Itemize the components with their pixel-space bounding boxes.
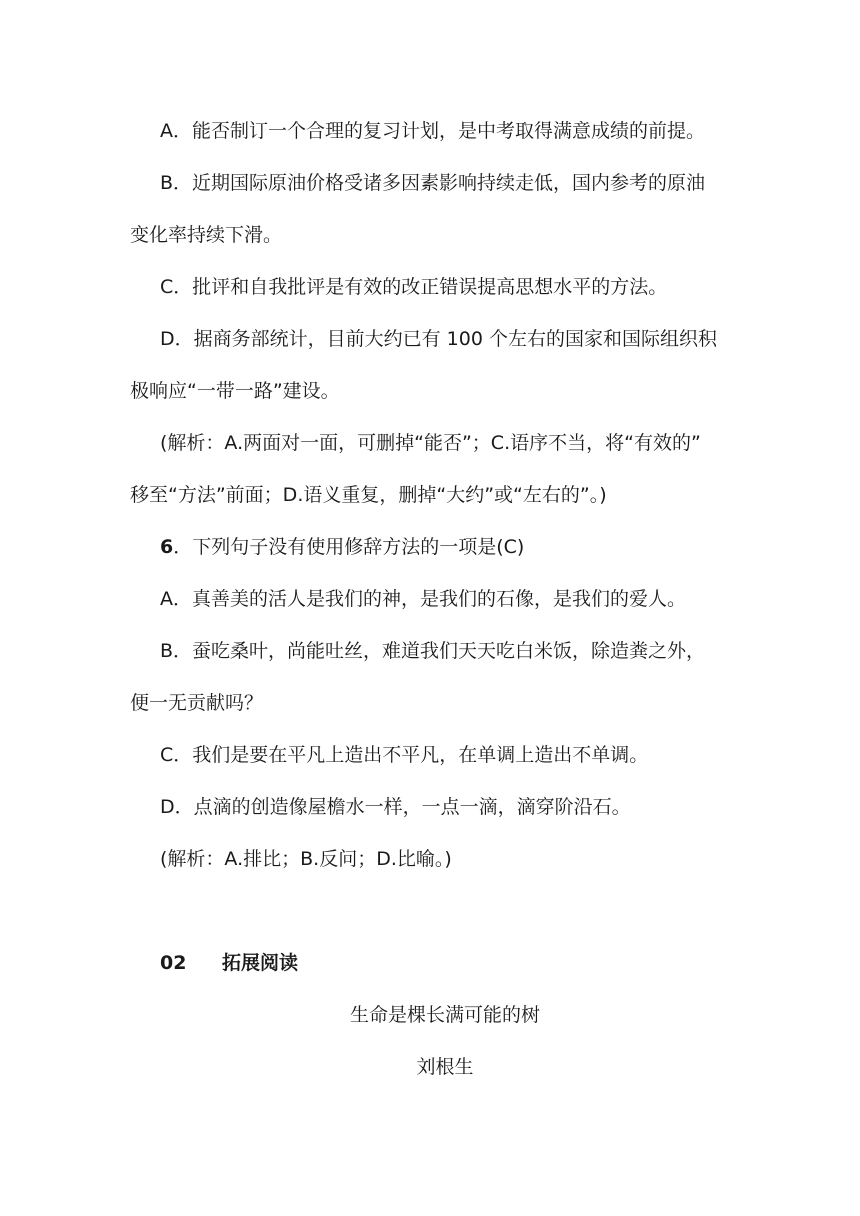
question-6-number: 6: [160, 536, 174, 558]
q6-option-c: C．我们是要在平凡上造出不平凡，在单调上造出不单调。: [160, 744, 649, 766]
section-number: 02: [160, 952, 187, 974]
article-title: 生命是棵长满可能的树: [349, 1004, 540, 1026]
q6-option-a: A．真善美的活人是我们的神，是我们的石像，是我们的爱人。: [160, 588, 686, 610]
analysis-5-line: (解析：A.两面对一面，可删掉“能否”；C.语序不当，将“有效的”: [160, 432, 701, 454]
option-d-line: D．据商务部统计，目前大约已有 100 个左右的国家和国际组织积: [160, 328, 717, 350]
q6-option-d: D．点滴的创造像屋檐水一样，一点一滴，滴穿阶沿石。: [160, 796, 631, 818]
option-b-continuation: 变化率持续下滑。: [130, 224, 283, 246]
analysis-5-continuation: 移至“方法”前面；D.语义重复，删掉“大约”或“左右的”。): [130, 484, 607, 506]
question-6: [160, 534, 740, 560]
q6-option-b: B．蚕吃桑叶，尚能吐丝，难道我们天天吃白米饭，除造粪之外，: [160, 640, 706, 662]
option-a-line: A．能否制订一个合理的复习计划，是中考取得满意成绩的前提。: [160, 120, 705, 142]
option-b-line: B．近期国际原油价格受诸多因素影响持续走低，国内参考的原油: [160, 172, 706, 194]
article-author: 刘根生: [416, 1056, 474, 1078]
question-6-text: ．下列句子没有使用修辞方法的一项是(C): [173, 536, 525, 558]
section-title: 拓展阅读: [222, 952, 299, 974]
q6-option-b-continuation: 便一无贡献吗？: [130, 692, 264, 714]
analysis-6-line: (解析：A.排比；B.反问；D.比喻。): [160, 848, 452, 870]
option-d-continuation: 极响应“一带一路”建设。: [130, 380, 340, 402]
option-c-line: C．批评和自我批评是有效的改正错误提高思想水平的方法。: [160, 276, 668, 298]
